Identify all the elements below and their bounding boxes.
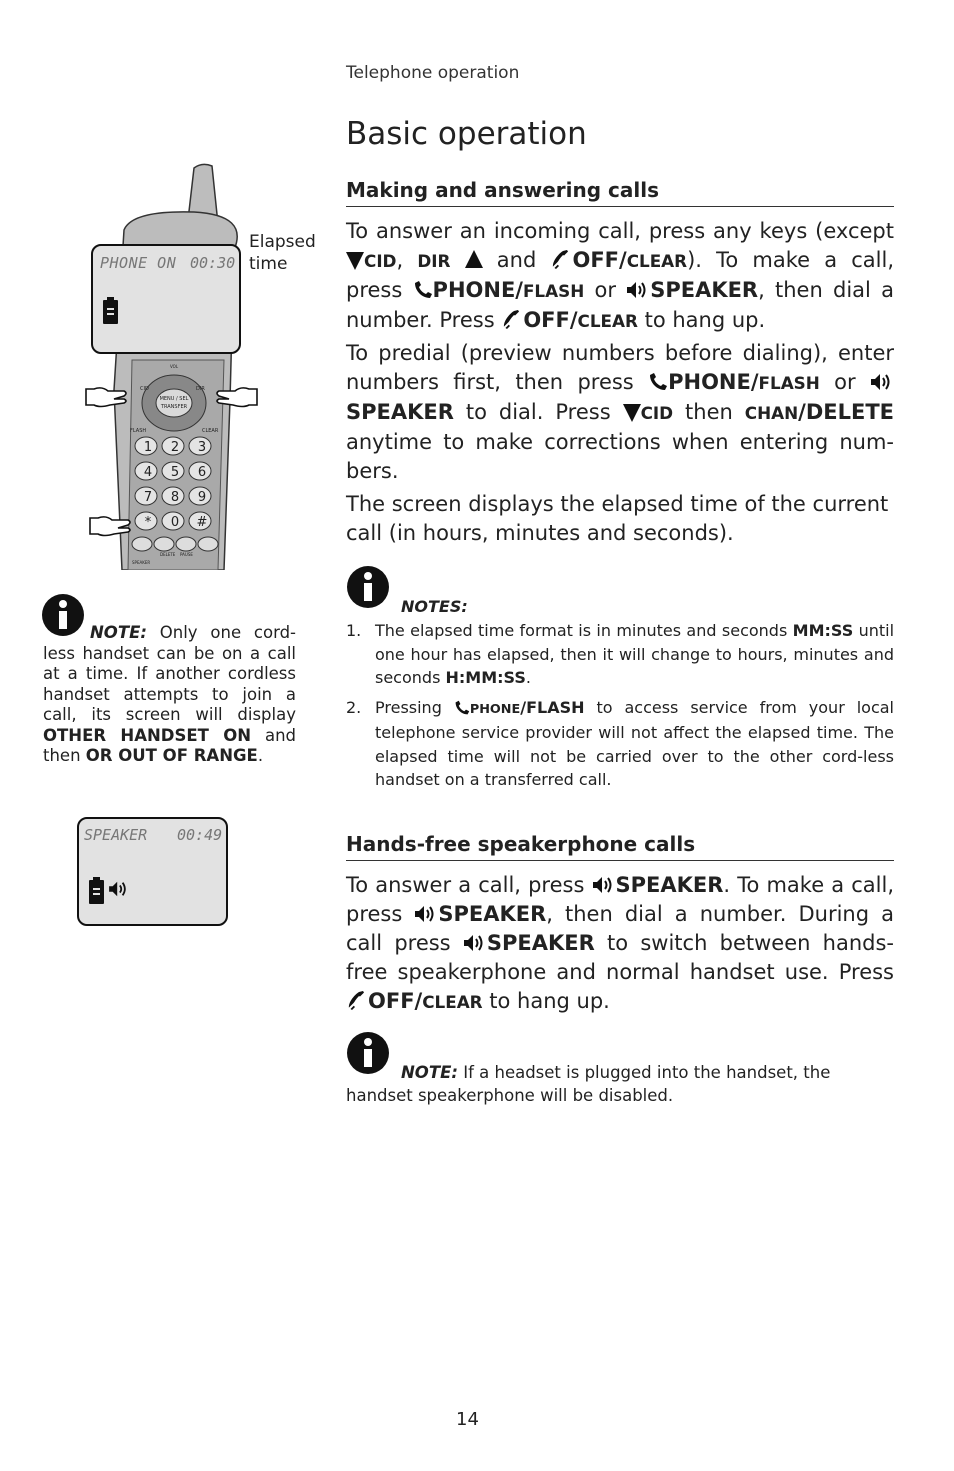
speaker-icon — [108, 880, 130, 902]
speaker-icon — [592, 875, 616, 895]
battery-icon — [103, 300, 118, 324]
lcd-elapsed-time: 00:49 — [177, 826, 223, 844]
speaker-icon — [870, 372, 894, 392]
page-number: 14 — [456, 1409, 479, 1430]
phone-icon — [648, 372, 668, 392]
heading-making-calls: Making and answering calls — [346, 178, 894, 207]
lcd-mode-text: SPEAKER — [84, 826, 148, 844]
pointing-hand-icon — [84, 383, 130, 409]
phone-icon — [454, 700, 470, 716]
keypad-key-label: 6 — [197, 465, 207, 480]
keypad-key-label: 5 — [170, 465, 180, 480]
speaker-label: SPEAKER — [132, 560, 151, 565]
info-icon — [347, 566, 389, 608]
phone-hangup-icon — [501, 308, 523, 330]
phone-hangup-icon — [550, 248, 572, 270]
page-title: Basic operation — [346, 116, 587, 152]
making-calls-paragraph-1: To answer an incoming call, press any keys (except CID, DIR and OFF/CLEAR). To make a call, press PHONE/FLASH or SPEAKER, then dial a number. Press OFF/CLEAR to hang up. — [346, 219, 894, 332]
down-arrow-icon — [623, 402, 641, 422]
handset-illustration — [84, 160, 264, 570]
up-arrow-icon — [465, 250, 483, 270]
lcd-speaker — [77, 817, 228, 926]
transfer-label: TRANSFER — [160, 404, 188, 410]
speaker-icon — [414, 904, 438, 924]
keypad-key-label: 0 — [170, 515, 180, 530]
notes-list — [346, 619, 894, 798]
speaker-icon — [626, 280, 650, 300]
making-calls-paragraph-2: To predial (preview numbers before dialing), enter numbers first, then press PHONE/FLASH or SPEAKER to dial. Press CID then CHAN/DELETE anytime to make corrections when entering num-bers. — [346, 341, 894, 483]
flash-label: FLASH — [130, 428, 147, 434]
phone-hangup-icon — [346, 989, 368, 1011]
pointing-hand-icon — [88, 512, 134, 538]
keypad-key-label: 1 — [143, 440, 153, 455]
handset-drawing — [84, 160, 264, 570]
section-header: Telephone operation — [346, 63, 520, 83]
delete-label: DELETE — [160, 552, 176, 557]
phone-icon — [413, 280, 433, 300]
vol-label: VOL — [170, 364, 179, 369]
heading-hands-free: Hands-free speakerphone calls — [346, 832, 894, 861]
note-item: 2. Pressing PHONE/FLASH to access service from your local telephone service provider will not affect the elapsed time. The elapsed time will not be carried over to the other cord-less handset on a transferred call. — [346, 697, 895, 789]
keypad-key-label: 2 — [170, 440, 180, 455]
note-item: 1. The elapsed time format is in minutes and seconds MM:SS until one hour has elapsed, then it will change to hours, minutes and seconds H:MM:SS. — [346, 621, 895, 687]
lcd-mode-text: PHONE ON — [100, 254, 177, 272]
keypad-key-label: * — [144, 515, 152, 530]
keypad-key-label: 7 — [143, 490, 153, 505]
headset-note: NOTE: If a headset is plugged into the handset, the handset speakerphone will be disabled. — [346, 1063, 831, 1105]
down-arrow-icon — [346, 250, 364, 270]
hands-free-paragraph: To answer a call, press SPEAKER. To make a call, press SPEAKER, then dial a number. During a call press SPEAKER to switch between hands-free speakerphone and normal handset use. Press OFF/CLEAR to hang up. — [346, 873, 894, 1013]
keypad-key-label: 4 — [143, 465, 153, 480]
elapsed-time-callout: Elapsed time — [249, 232, 316, 274]
notes-label: NOTES: — [401, 597, 468, 616]
menu-sel-label: MENU / SEL — [159, 396, 189, 402]
lcd-phone-on — [91, 244, 241, 354]
pointing-hand-icon — [213, 383, 259, 409]
keypad-key-label: 9 — [197, 490, 207, 505]
clear-label: CLEAR — [202, 428, 219, 434]
keypad-key-label: 3 — [197, 440, 207, 455]
side-note: NOTE: Only one cord-less handset can be on a call at a time. If another cordless handset attempts to join a call, its screen will display OTHER HANDSET ON and then OR OUT OF RANGE. — [43, 623, 297, 765]
cid-label: CID — [140, 386, 149, 392]
speaker-icon — [463, 933, 487, 953]
keypad-key-label: 8 — [170, 490, 180, 505]
lcd-elapsed-time: 00:30 — [190, 254, 236, 272]
making-calls-paragraph-3: The screen displays the elapsed time of the current call (in hours, minutes and seconds). — [346, 492, 889, 545]
keypad-key-label: # — [196, 515, 208, 530]
pause-label: PAUSE — [180, 552, 193, 557]
dir-label: DIR — [196, 386, 205, 392]
battery-icon — [89, 880, 104, 904]
